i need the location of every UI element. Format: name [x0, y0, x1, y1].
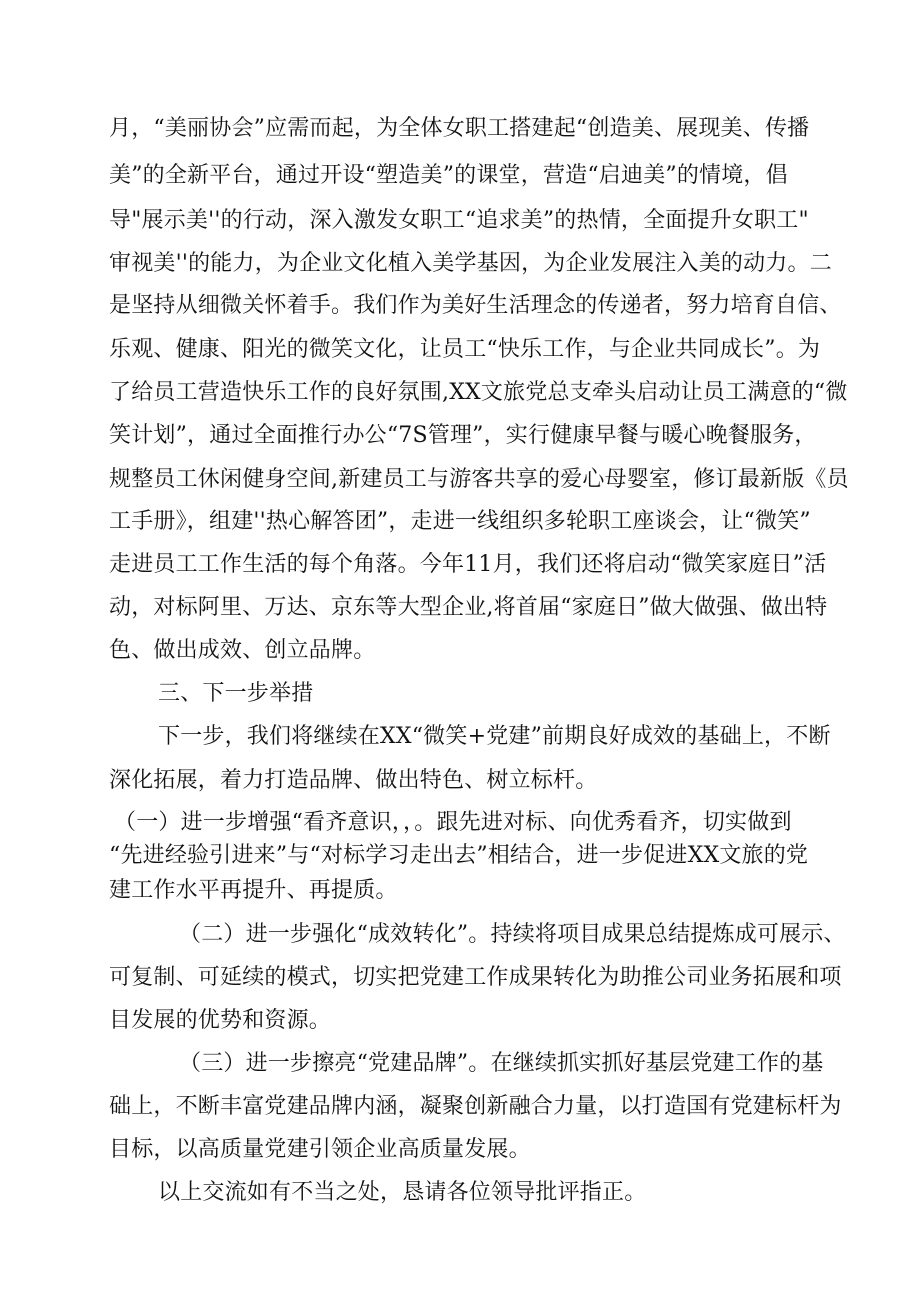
list-item-line: “先进经验引进来”与“对标学习走出去”相结合，进一步促进XX文旅的党	[109, 843, 809, 868]
paragraph-line: 色、做出成效、创立品牌。	[109, 638, 376, 663]
paragraph-line: 导"展示美''的行动，深入激发女职工“追求美”的热情，全面提升女职工"	[109, 208, 809, 233]
paragraph-line: 了给员工营造快乐工作的良好氛围,XX文旅党总支牵头启动让员工满意的“微	[109, 380, 848, 405]
paragraph-line: 美”的全新平台，通过开设“塑造美”的课堂，营造“启迪美”的情境，倡	[109, 163, 788, 188]
list-item-line: 目发展的优势和资源。	[109, 1008, 332, 1033]
section-heading: 三、下一步举措	[158, 681, 314, 706]
list-item-line: 建工作水平再提升、再提质。	[109, 878, 398, 903]
paragraph-line: 下一步，我们将继续在XX“微笑+党建”前期良好成效的基础上，不断	[158, 724, 831, 749]
closing-line: 以上交流如有不当之处，恳请各位领导批评指正。	[158, 1180, 647, 1205]
list-item-line: 可复制、可延续的模式，切实把党建工作成果转化为助推公司业务拓展和项	[109, 965, 842, 990]
list-item-line: 目标，以高质量党建引领企业高质量发展。	[109, 1137, 531, 1162]
paragraph-line: 深化拓展，着力打造品牌、做出特色、树立标杆。	[109, 768, 598, 793]
paragraph-line: 审视美''的能力，为企业文化植入美学基因，为企业发展注入美的动力。二	[109, 251, 832, 276]
paragraph-line: 笑计划”，通过全面推行办公“7S管理”，实行健康早餐与暖心晚餐服务，	[109, 423, 817, 448]
list-item-line: （一）进一步增强“看齐意识，，。跟先进对标、向优秀看齐，切实做到	[114, 810, 792, 835]
paragraph-line: 规整员工休闲健身空间,新建员工与游客共享的爱心母婴室，修订最新版《员	[109, 467, 849, 492]
paragraph-line: 是坚持从细微关怀着手。我们作为美好生活理念的传递者，努力培育自信、	[109, 293, 842, 318]
list-item-line: 础上，不断丰富党建品牌内涵，凝聚创新融合力量，以打造国有党建标杆为	[109, 1094, 842, 1119]
paragraph-line: 动，对标阿里、万达、京东等大型企业,将首届“家庭日”做大做强、做出特	[109, 595, 828, 620]
paragraph-line: 工手册》，组建''热心解答团”，走进一线组织多轮职工座谈会，让“微笑”	[109, 509, 811, 534]
paragraph-line: 乐观、健康、阳光的微笑文化，让员工“快乐工作，与企业共同成长”。为	[109, 337, 821, 362]
paragraph-line: 月，“美丽协会”应需而起，为全体女职工搭建起“创造美、展现美、传播	[109, 116, 810, 141]
list-item-line: （三）进一步擦亮“党建品牌”。在继续抓实抓好基层党建工作的基	[179, 1051, 824, 1076]
list-item-line: （二）进一步强化“成效转化”。持续将项目成果总结提炼成可展示、	[179, 922, 846, 947]
paragraph-line: 走进员工工作生活的每个角落。今年11月，我们还将启动“微笑家庭日”活	[109, 552, 827, 577]
